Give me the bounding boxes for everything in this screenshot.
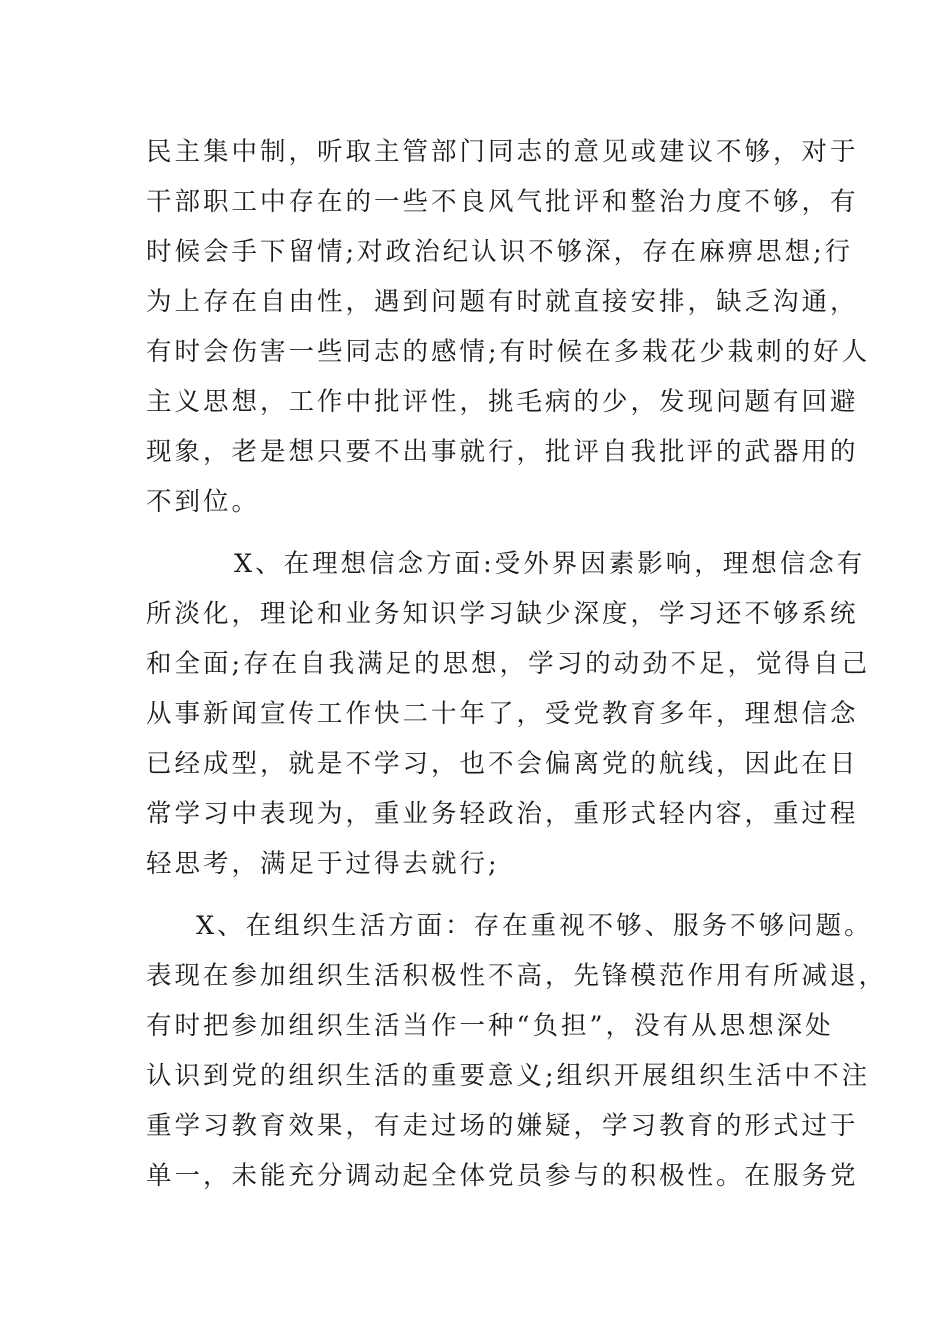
text-line: 已经成型，就是不学习，也不会偏离党的航线，因此在日: [146, 749, 859, 779]
paragraph-first-line: X、在理想信念方面:受外界因素影响，理想信念有: [234, 549, 866, 579]
text-line: 轻思考，满足于过得去就行;: [146, 849, 500, 879]
text-line: 表现在参加组织生活积极性不高，先锋模范作用有所减退，: [146, 961, 888, 991]
text-line: 主义思想，工作中批评性，挑毛病的少，发现问题有回避: [146, 387, 859, 417]
paragraph-first-line: X、在组织生活方面：存在重视不够、服务不够问题。: [196, 911, 873, 941]
text-line: 重学习教育效果，有走过场的嫌疑，学习教育的形式过于: [146, 1111, 859, 1141]
text-line: 认识到党的组织生活的重要意义;组织开展组织生活中不注: [146, 1061, 871, 1091]
text-line: 和全面;存在自我满足的思想，学习的动劲不足，觉得自己: [146, 649, 871, 679]
text-line: 民主集中制，听取主管部门同志的意见或建议不够，对于: [146, 137, 859, 167]
text-line: 有时把参加组织生活当作一种“负担”，没有从思想深处: [146, 1011, 834, 1041]
text-line: 所淡化，理论和业务知识学习缺少深度，学习还不够系统: [146, 599, 859, 629]
text-line: 为上存在自由性，遇到问题有时就直接安排，缺乏沟通，: [146, 287, 859, 317]
text-line: 单一，未能充分调动起全体党员参与的积极性。在服务党: [146, 1161, 859, 1191]
text-line: 常学习中表现为，重业务轻政治，重形式轻内容，重过程: [146, 799, 859, 829]
text-line: 干部职工中存在的一些不良风气批评和整治力度不够，有: [146, 187, 859, 217]
text-line: 从事新闻宣传工作快二十年了，受党教育多年，理想信念: [146, 699, 859, 729]
text-line: 现象，老是想只要不出事就行，批评自我批评的武器用的: [146, 437, 859, 467]
text-line: 有时会伤害一些同志的感情;有时候在多栽花少栽刺的好人: [146, 337, 871, 367]
text-line: 时候会手下留情;对政治纪认识不够深，存在麻痹思想;行: [146, 237, 854, 267]
text-line: 不到位。: [146, 487, 261, 517]
